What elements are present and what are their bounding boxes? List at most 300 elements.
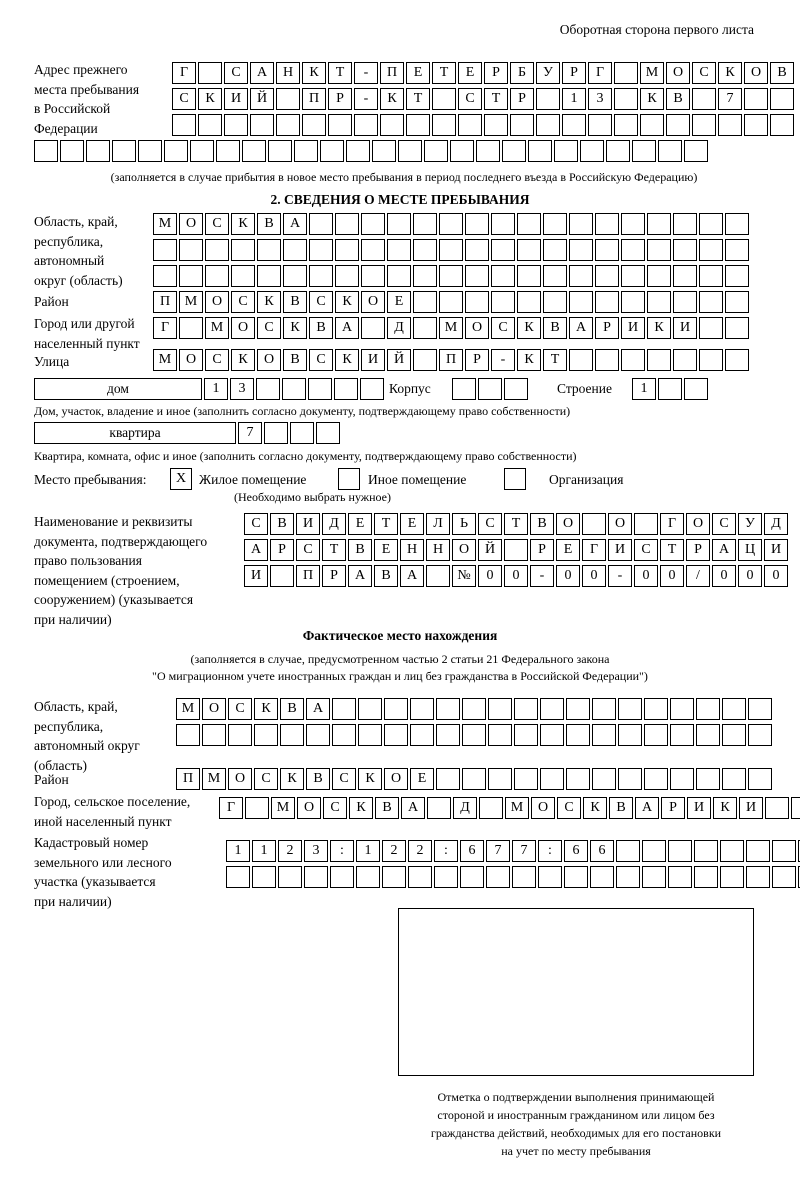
char-cell[interactable]: С — [458, 88, 482, 110]
char-cell[interactable] — [592, 724, 616, 746]
char-cell[interactable] — [245, 797, 269, 819]
char-cell[interactable] — [748, 724, 772, 746]
char-cell[interactable]: И — [361, 349, 385, 371]
char-cell[interactable] — [580, 140, 604, 162]
char-cell[interactable] — [380, 114, 404, 136]
char-cell[interactable] — [621, 239, 645, 261]
char-cell[interactable]: 2 — [382, 840, 406, 862]
char-cell[interactable] — [458, 114, 482, 136]
char-cell[interactable]: В — [283, 291, 307, 313]
char-cell[interactable]: 0 — [504, 565, 528, 587]
char-cell[interactable]: А — [335, 317, 359, 339]
char-cell[interactable] — [746, 840, 770, 862]
region-row-2[interactable] — [153, 239, 749, 261]
char-cell[interactable] — [722, 724, 746, 746]
char-cell[interactable] — [517, 239, 541, 261]
char-cell[interactable]: О — [608, 513, 632, 535]
char-cell[interactable]: И — [296, 513, 320, 535]
char-cell[interactable]: П — [380, 62, 404, 84]
char-cell[interactable]: О — [744, 62, 768, 84]
char-cell[interactable]: В — [609, 797, 633, 819]
char-cell[interactable]: И — [608, 539, 632, 561]
char-cell[interactable]: Ц — [738, 539, 762, 561]
char-cell[interactable]: 2 — [278, 840, 302, 862]
char-cell[interactable] — [504, 378, 528, 400]
char-cell[interactable]: 1 — [252, 840, 276, 862]
char-cell[interactable]: М — [153, 213, 177, 235]
char-cell[interactable] — [436, 698, 460, 720]
checkbox-inoe[interactable] — [338, 468, 360, 490]
char-cell[interactable] — [465, 291, 489, 313]
char-cell[interactable] — [268, 140, 292, 162]
char-cell[interactable]: К — [302, 62, 326, 84]
char-cell[interactable]: К — [231, 213, 255, 235]
char-cell[interactable] — [432, 88, 456, 110]
char-cell[interactable] — [748, 768, 772, 790]
char-cell[interactable]: М — [179, 291, 203, 313]
char-cell[interactable]: С — [478, 513, 502, 535]
char-cell[interactable] — [564, 866, 588, 888]
char-cell[interactable]: П — [176, 768, 200, 790]
char-cell[interactable]: С — [205, 349, 229, 371]
char-cell[interactable] — [439, 265, 463, 287]
char-cell[interactable] — [540, 698, 564, 720]
char-cell[interactable] — [614, 88, 638, 110]
char-cell[interactable]: Н — [276, 62, 300, 84]
char-cell[interactable]: Р — [328, 88, 352, 110]
char-cell[interactable]: В — [348, 539, 372, 561]
char-cell[interactable] — [112, 140, 136, 162]
char-cell[interactable] — [153, 239, 177, 261]
char-cell[interactable] — [426, 565, 450, 587]
char-cell[interactable]: Т — [374, 513, 398, 535]
char-cell[interactable] — [554, 140, 578, 162]
char-cell[interactable] — [257, 239, 281, 261]
char-cell[interactable] — [696, 698, 720, 720]
char-cell[interactable] — [616, 840, 640, 862]
char-cell[interactable]: Е — [406, 62, 430, 84]
char-cell[interactable]: Р — [595, 317, 619, 339]
char-cell[interactable] — [436, 768, 460, 790]
checkbox-zhiloe[interactable]: X — [170, 468, 192, 490]
char-cell[interactable] — [479, 797, 503, 819]
char-cell[interactable]: В — [543, 317, 567, 339]
char-cell[interactable] — [86, 140, 110, 162]
char-cell[interactable]: К — [358, 768, 382, 790]
char-cell[interactable] — [413, 291, 437, 313]
char-cell[interactable]: 7 — [238, 422, 262, 444]
char-cell[interactable] — [413, 265, 437, 287]
char-cell[interactable] — [410, 724, 434, 746]
char-cell[interactable]: О — [179, 349, 203, 371]
char-cell[interactable] — [592, 698, 616, 720]
char-cell[interactable]: Р — [530, 539, 554, 561]
char-cell[interactable]: И — [224, 88, 248, 110]
char-cell[interactable] — [720, 866, 744, 888]
char-cell[interactable]: И — [687, 797, 711, 819]
char-cell[interactable]: - — [608, 565, 632, 587]
actual-city-row[interactable] — [219, 797, 800, 819]
char-cell[interactable] — [387, 265, 411, 287]
char-cell[interactable]: 0 — [660, 565, 684, 587]
char-cell[interactable]: В — [530, 513, 554, 535]
char-cell[interactable]: И — [764, 539, 788, 561]
char-cell[interactable]: М — [153, 349, 177, 371]
char-cell[interactable] — [465, 265, 489, 287]
char-cell[interactable]: У — [738, 513, 762, 535]
char-cell[interactable] — [673, 265, 697, 287]
char-cell[interactable] — [668, 866, 692, 888]
char-cell[interactable] — [647, 265, 671, 287]
char-cell[interactable] — [502, 140, 526, 162]
char-cell[interactable]: А — [283, 213, 307, 235]
char-cell[interactable]: М — [640, 62, 664, 84]
cadastral-row-2[interactable] — [226, 866, 800, 888]
char-cell[interactable] — [673, 213, 697, 235]
char-cell[interactable] — [309, 213, 333, 235]
char-cell[interactable]: С — [205, 213, 229, 235]
char-cell[interactable]: О — [452, 539, 476, 561]
char-cell[interactable]: 3 — [230, 378, 254, 400]
char-cell[interactable]: В — [280, 698, 304, 720]
char-cell[interactable]: Т — [322, 539, 346, 561]
char-cell[interactable]: О — [666, 62, 690, 84]
char-cell[interactable] — [306, 724, 330, 746]
char-cell[interactable] — [517, 213, 541, 235]
char-cell[interactable]: 0 — [556, 565, 580, 587]
char-cell[interactable]: Т — [432, 62, 456, 84]
char-cell[interactable]: С — [244, 513, 268, 535]
char-cell[interactable] — [670, 698, 694, 720]
char-cell[interactable]: В — [375, 797, 399, 819]
char-cell[interactable] — [198, 62, 222, 84]
char-cell[interactable] — [699, 213, 723, 235]
char-cell[interactable] — [569, 349, 593, 371]
char-cell[interactable] — [304, 866, 328, 888]
char-cell[interactable] — [360, 378, 384, 400]
char-cell[interactable]: Г — [153, 317, 177, 339]
char-cell[interactable]: С — [231, 291, 255, 313]
char-cell[interactable] — [514, 698, 538, 720]
char-cell[interactable] — [465, 213, 489, 235]
char-cell[interactable] — [699, 317, 723, 339]
char-cell[interactable]: 1 — [632, 378, 656, 400]
document-row-2[interactable] — [244, 539, 788, 561]
char-cell[interactable]: Б — [510, 62, 534, 84]
char-cell[interactable] — [332, 724, 356, 746]
char-cell[interactable]: В — [283, 349, 307, 371]
char-cell[interactable] — [462, 768, 486, 790]
char-cell[interactable] — [434, 866, 458, 888]
char-cell[interactable]: А — [250, 62, 274, 84]
char-cell[interactable] — [282, 378, 306, 400]
char-cell[interactable]: О — [384, 768, 408, 790]
char-cell[interactable] — [772, 840, 796, 862]
char-cell[interactable] — [462, 698, 486, 720]
char-cell[interactable]: А — [348, 565, 372, 587]
char-cell[interactable] — [276, 114, 300, 136]
char-cell[interactable] — [283, 239, 307, 261]
char-cell[interactable]: К — [257, 291, 281, 313]
char-cell[interactable] — [517, 291, 541, 313]
char-cell[interactable] — [595, 213, 619, 235]
char-cell[interactable] — [488, 768, 512, 790]
char-cell[interactable] — [540, 768, 564, 790]
char-cell[interactable] — [335, 213, 359, 235]
char-cell[interactable] — [582, 513, 606, 535]
char-cell[interactable]: О — [686, 513, 710, 535]
char-cell[interactable]: А — [401, 797, 425, 819]
char-cell[interactable]: Е — [458, 62, 482, 84]
char-cell[interactable]: В — [374, 565, 398, 587]
char-cell[interactable] — [718, 114, 742, 136]
char-cell[interactable]: Й — [478, 539, 502, 561]
stroenie-cells[interactable] — [632, 378, 708, 400]
char-cell[interactable]: И — [621, 317, 645, 339]
char-cell[interactable] — [699, 239, 723, 261]
char-cell[interactable]: Р — [270, 539, 294, 561]
char-cell[interactable]: О — [202, 698, 226, 720]
char-cell[interactable] — [358, 724, 382, 746]
char-cell[interactable] — [34, 140, 58, 162]
char-cell[interactable]: Р — [661, 797, 685, 819]
char-cell[interactable] — [744, 88, 768, 110]
char-cell[interactable] — [242, 140, 266, 162]
char-cell[interactable] — [172, 114, 196, 136]
char-cell[interactable]: 0 — [478, 565, 502, 587]
char-cell[interactable] — [216, 140, 240, 162]
char-cell[interactable]: - — [530, 565, 554, 587]
char-cell[interactable] — [387, 213, 411, 235]
prev-address-row-4[interactable] — [34, 140, 708, 162]
char-cell[interactable] — [309, 239, 333, 261]
char-cell[interactable] — [621, 213, 645, 235]
char-cell[interactable] — [722, 768, 746, 790]
char-cell[interactable]: 6 — [590, 840, 614, 862]
char-cell[interactable]: Г — [219, 797, 243, 819]
char-cell[interactable]: Д — [764, 513, 788, 535]
char-cell[interactable] — [372, 140, 396, 162]
char-cell[interactable] — [562, 114, 586, 136]
char-cell[interactable]: О — [179, 213, 203, 235]
char-cell[interactable] — [320, 140, 344, 162]
char-cell[interactable] — [647, 349, 671, 371]
char-cell[interactable]: В — [770, 62, 794, 84]
district-row[interactable] — [153, 291, 749, 313]
char-cell[interactable]: А — [635, 797, 659, 819]
char-cell[interactable] — [569, 239, 593, 261]
char-cell[interactable]: О — [231, 317, 255, 339]
char-cell[interactable] — [356, 866, 380, 888]
char-cell[interactable]: 1 — [226, 840, 250, 862]
char-cell[interactable] — [60, 140, 84, 162]
char-cell[interactable]: 7 — [718, 88, 742, 110]
char-cell[interactable] — [694, 866, 718, 888]
char-cell[interactable]: Р — [510, 88, 534, 110]
char-cell[interactable]: С — [309, 349, 333, 371]
char-cell[interactable]: К — [380, 88, 404, 110]
char-cell[interactable]: Е — [410, 768, 434, 790]
char-cell[interactable]: В — [306, 768, 330, 790]
char-cell[interactable] — [595, 291, 619, 313]
region-row-1[interactable] — [153, 213, 749, 235]
char-cell[interactable]: М — [205, 317, 229, 339]
char-cell[interactable]: К — [231, 349, 255, 371]
char-cell[interactable] — [725, 239, 749, 261]
char-cell[interactable]: : — [330, 840, 354, 862]
char-cell[interactable] — [302, 114, 326, 136]
char-cell[interactable]: Д — [453, 797, 477, 819]
char-cell[interactable] — [280, 724, 304, 746]
char-cell[interactable] — [270, 565, 294, 587]
char-cell[interactable]: Г — [172, 62, 196, 84]
char-cell[interactable] — [202, 724, 226, 746]
char-cell[interactable]: 6 — [460, 840, 484, 862]
char-cell[interactable]: К — [583, 797, 607, 819]
char-cell[interactable] — [432, 114, 456, 136]
char-cell[interactable] — [335, 265, 359, 287]
char-cell[interactable] — [410, 698, 434, 720]
prev-address-row-2[interactable] — [172, 88, 794, 110]
char-cell[interactable] — [354, 114, 378, 136]
char-cell[interactable] — [770, 114, 794, 136]
char-cell[interactable]: С — [257, 317, 281, 339]
char-cell[interactable] — [198, 114, 222, 136]
char-cell[interactable]: - — [354, 88, 378, 110]
char-cell[interactable]: О — [531, 797, 555, 819]
char-cell[interactable] — [384, 698, 408, 720]
char-cell[interactable] — [308, 378, 332, 400]
char-cell[interactable]: В — [666, 88, 690, 110]
char-cell[interactable]: Л — [426, 513, 450, 535]
char-cell[interactable]: К — [198, 88, 222, 110]
char-cell[interactable] — [316, 422, 340, 444]
char-cell[interactable] — [358, 698, 382, 720]
char-cell[interactable] — [668, 840, 692, 862]
char-cell[interactable] — [673, 291, 697, 313]
char-cell[interactable] — [450, 140, 474, 162]
char-cell[interactable] — [488, 698, 512, 720]
char-cell[interactable] — [543, 213, 567, 235]
char-cell[interactable] — [590, 866, 614, 888]
char-cell[interactable] — [138, 140, 162, 162]
char-cell[interactable]: С — [692, 62, 716, 84]
char-cell[interactable] — [614, 62, 638, 84]
char-cell[interactable]: О — [556, 513, 580, 535]
char-cell[interactable] — [699, 265, 723, 287]
char-cell[interactable]: К — [517, 349, 541, 371]
char-cell[interactable]: К — [349, 797, 373, 819]
char-cell[interactable]: Т — [484, 88, 508, 110]
char-cell[interactable]: / — [686, 565, 710, 587]
char-cell[interactable] — [595, 349, 619, 371]
cadastral-row-1[interactable] — [226, 840, 800, 862]
char-cell[interactable]: 0 — [712, 565, 736, 587]
char-cell[interactable] — [283, 265, 307, 287]
char-cell[interactable]: Т — [504, 513, 528, 535]
char-cell[interactable] — [406, 114, 430, 136]
char-cell[interactable]: П — [439, 349, 463, 371]
char-cell[interactable] — [592, 768, 616, 790]
char-cell[interactable] — [465, 239, 489, 261]
char-cell[interactable] — [540, 724, 564, 746]
char-cell[interactable]: Н — [426, 539, 450, 561]
char-cell[interactable] — [606, 140, 630, 162]
char-cell[interactable]: Т — [660, 539, 684, 561]
char-cell[interactable] — [514, 768, 538, 790]
char-cell[interactable] — [491, 239, 515, 261]
char-cell[interactable] — [361, 265, 385, 287]
char-cell[interactable]: А — [569, 317, 593, 339]
char-cell[interactable]: Г — [588, 62, 612, 84]
char-cell[interactable] — [699, 349, 723, 371]
char-cell[interactable] — [684, 378, 708, 400]
char-cell[interactable] — [413, 317, 437, 339]
char-cell[interactable]: Е — [556, 539, 580, 561]
char-cell[interactable] — [413, 213, 437, 235]
char-cell[interactable] — [696, 768, 720, 790]
char-cell[interactable] — [595, 265, 619, 287]
char-cell[interactable]: К — [254, 698, 278, 720]
char-cell[interactable] — [330, 866, 354, 888]
char-cell[interactable] — [256, 378, 280, 400]
char-cell[interactable] — [744, 114, 768, 136]
char-cell[interactable] — [439, 239, 463, 261]
char-cell[interactable] — [621, 265, 645, 287]
actual-district-row[interactable] — [176, 768, 772, 790]
char-cell[interactable] — [226, 866, 250, 888]
char-cell[interactable]: Т — [406, 88, 430, 110]
char-cell[interactable] — [439, 213, 463, 235]
char-cell[interactable]: Г — [660, 513, 684, 535]
char-cell[interactable] — [658, 378, 682, 400]
char-cell[interactable] — [748, 698, 772, 720]
char-cell[interactable] — [543, 239, 567, 261]
char-cell[interactable]: И — [739, 797, 763, 819]
char-cell[interactable] — [276, 88, 300, 110]
char-cell[interactable]: П — [153, 291, 177, 313]
char-cell[interactable] — [725, 265, 749, 287]
stamp-box[interactable] — [398, 908, 754, 1076]
char-cell[interactable]: Д — [387, 317, 411, 339]
char-cell[interactable] — [696, 724, 720, 746]
char-cell[interactable] — [514, 724, 538, 746]
prev-address-row-1[interactable] — [172, 62, 794, 84]
char-cell[interactable] — [791, 797, 800, 819]
char-cell[interactable] — [476, 140, 500, 162]
char-cell[interactable] — [725, 317, 749, 339]
char-cell[interactable]: К — [718, 62, 742, 84]
char-cell[interactable] — [642, 840, 666, 862]
char-cell[interactable]: 2 — [408, 840, 432, 862]
char-cell[interactable]: В — [257, 213, 281, 235]
char-cell[interactable]: О — [361, 291, 385, 313]
region-row-3[interactable] — [153, 265, 749, 287]
char-cell[interactable]: Р — [484, 62, 508, 84]
char-cell[interactable]: 7 — [486, 840, 510, 862]
char-cell[interactable] — [179, 239, 203, 261]
char-cell[interactable] — [398, 140, 422, 162]
char-cell[interactable] — [252, 866, 276, 888]
char-cell[interactable] — [153, 265, 177, 287]
char-cell[interactable]: О — [465, 317, 489, 339]
char-cell[interactable] — [543, 291, 567, 313]
char-cell[interactable] — [361, 213, 385, 235]
char-cell[interactable]: В — [270, 513, 294, 535]
char-cell[interactable] — [618, 698, 642, 720]
char-cell[interactable]: А — [712, 539, 736, 561]
char-cell[interactable] — [517, 265, 541, 287]
